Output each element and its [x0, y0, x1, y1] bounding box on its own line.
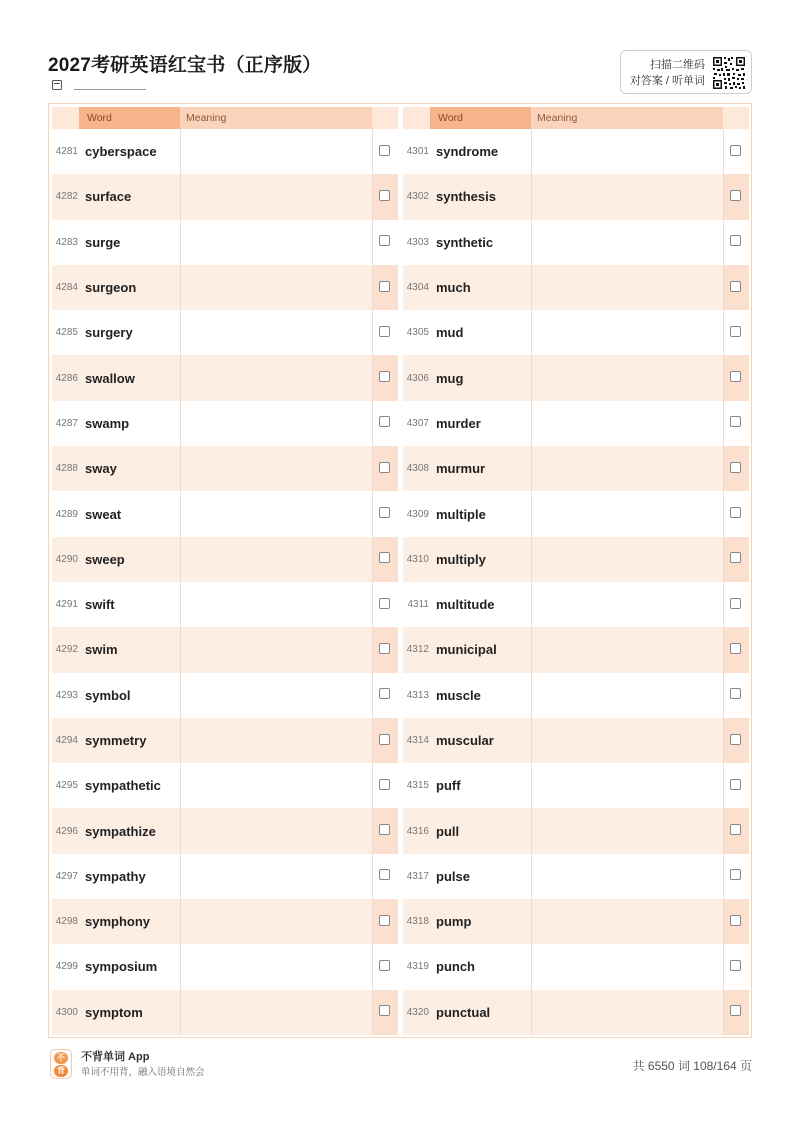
word-checkbox[interactable] — [379, 281, 390, 292]
meaning-cell[interactable] — [532, 174, 723, 219]
word-table — [48, 103, 752, 1038]
word-number: 4286 — [55, 372, 78, 384]
meaning-cell[interactable] — [181, 310, 372, 355]
meaning-cell[interactable] — [532, 401, 723, 446]
page-header — [48, 48, 752, 98]
table-row — [52, 446, 398, 491]
word-text: symmetry — [85, 733, 147, 748]
header-meaning: Meaning — [531, 107, 723, 129]
checkbox-cell — [373, 220, 398, 265]
meaning-cell[interactable] — [532, 763, 723, 808]
word-checkbox[interactable] — [379, 145, 390, 156]
table-row — [403, 990, 749, 1035]
table-row — [52, 718, 398, 763]
meaning-cell[interactable] — [532, 491, 723, 536]
table-row — [403, 627, 749, 672]
table-row — [52, 491, 398, 536]
word-number: 4281 — [55, 146, 78, 158]
meaning-cell[interactable] — [181, 129, 372, 174]
word-number: 4295 — [55, 780, 78, 792]
word-text: multiple — [436, 506, 486, 522]
meaning-cell[interactable] — [181, 401, 372, 446]
table-row — [52, 899, 398, 944]
meaning-cell[interactable] — [181, 582, 372, 627]
meaning-cell[interactable] — [181, 808, 372, 853]
word-checkbox[interactable] — [730, 552, 741, 563]
word-number: 4320 — [406, 1006, 429, 1018]
word-number: 4313 — [406, 689, 429, 701]
word-text: synthesis — [436, 189, 496, 205]
word-checkbox[interactable] — [730, 688, 741, 699]
calendar-icon — [52, 80, 62, 90]
checkbox-cell — [724, 808, 749, 853]
word-number: 4292 — [55, 644, 78, 656]
word-text: syndrome — [436, 144, 499, 160]
checkbox-cell — [724, 537, 749, 582]
table-row — [52, 129, 398, 174]
checkbox-cell — [724, 854, 749, 899]
word-checkbox[interactable] — [730, 190, 741, 201]
word-checkbox[interactable] — [379, 552, 390, 563]
word-number: 4301 — [406, 146, 429, 158]
checkbox-cell — [373, 174, 398, 219]
table-row — [52, 854, 398, 899]
checkbox-cell — [724, 763, 749, 808]
word-number: 4303 — [406, 236, 429, 248]
qr-line-1: 扫描二维码 — [650, 59, 705, 71]
meaning-cell[interactable] — [181, 944, 372, 989]
word-text: sympathize — [85, 823, 156, 839]
word-number: 4294 — [55, 735, 78, 746]
word-number: 4296 — [55, 825, 78, 837]
checkbox-cell — [724, 310, 749, 355]
table-row — [52, 763, 398, 808]
checkbox-cell — [373, 129, 398, 174]
word-checkbox[interactable] — [379, 869, 390, 880]
word-checkbox[interactable] — [379, 190, 390, 201]
word-text: puff — [436, 778, 461, 794]
table-header — [52, 107, 398, 129]
checkbox-cell — [724, 491, 749, 536]
word-number: 4312 — [406, 644, 429, 656]
word-text: sweat — [85, 506, 122, 522]
word-number: 4305 — [406, 327, 429, 339]
word-text: sympathetic — [85, 778, 161, 794]
meaning-cell[interactable] — [532, 627, 723, 672]
table-row — [52, 174, 398, 219]
meaning-cell[interactable] — [181, 718, 372, 763]
table-row — [403, 808, 749, 853]
app-name: 不背单词 App — [81, 1051, 150, 1063]
checkbox-cell — [373, 763, 398, 808]
meaning-cell[interactable] — [181, 899, 372, 944]
meaning-cell[interactable] — [532, 899, 723, 944]
word-checkbox[interactable] — [730, 779, 741, 790]
word-checkbox[interactable] — [730, 145, 741, 156]
word-number: 4310 — [406, 553, 429, 565]
checkbox-cell — [724, 582, 749, 627]
logo-bottom-char: 背 — [54, 1065, 68, 1077]
table-row — [403, 944, 749, 989]
checkbox-cell — [373, 355, 398, 400]
checkbox-cell — [373, 944, 398, 989]
checkbox-cell — [724, 401, 749, 446]
word-text: sympathy — [85, 868, 146, 884]
word-checkbox[interactable] — [379, 416, 390, 427]
checkbox-cell — [724, 220, 749, 265]
word-checkbox[interactable] — [730, 824, 741, 835]
word-checkbox[interactable] — [730, 643, 741, 654]
word-text: symphony — [85, 914, 151, 930]
table-row — [52, 808, 398, 853]
word-checkbox[interactable] — [379, 507, 390, 518]
table-row — [52, 355, 398, 400]
meaning-cell[interactable] — [181, 355, 372, 400]
word-number: 4300 — [55, 1006, 78, 1018]
checkbox-cell — [373, 582, 398, 627]
checkbox-cell — [724, 673, 749, 718]
checkbox-cell — [724, 265, 749, 310]
checkbox-cell — [724, 446, 749, 491]
word-number: 4306 — [406, 372, 429, 384]
meaning-cell[interactable] — [181, 854, 372, 899]
meaning-cell[interactable] — [532, 537, 723, 582]
word-number: 4314 — [406, 735, 429, 746]
word-checkbox[interactable] — [730, 598, 741, 609]
word-number: 4285 — [55, 327, 78, 339]
checkbox-cell — [373, 446, 398, 491]
word-text: muscle — [436, 687, 481, 703]
table-row — [52, 673, 398, 718]
meaning-cell[interactable] — [532, 990, 723, 1035]
checkbox-cell — [373, 310, 398, 355]
word-text: swamp — [85, 415, 130, 431]
word-number: 4284 — [55, 282, 78, 294]
meaning-cell[interactable] — [181, 763, 372, 808]
header-word: Word — [430, 107, 531, 129]
table-row — [403, 129, 749, 174]
table-row — [403, 537, 749, 582]
qr-caption — [630, 57, 705, 89]
word-text: multiply — [436, 551, 486, 567]
header-meaning: Meaning — [180, 107, 372, 129]
word-checkbox[interactable] — [379, 960, 390, 971]
checkbox-cell — [724, 355, 749, 400]
word-number: 4317 — [406, 870, 429, 882]
word-rows-left — [52, 129, 398, 1035]
word-text: municipal — [436, 642, 497, 658]
word-number: 4289 — [55, 508, 78, 520]
table-row — [52, 582, 398, 627]
checkbox-cell — [373, 265, 398, 310]
table-row — [403, 763, 749, 808]
meaning-cell[interactable] — [181, 265, 372, 310]
word-text: murmur — [436, 461, 486, 477]
table-row — [52, 627, 398, 672]
word-checkbox[interactable] — [379, 1005, 390, 1016]
word-text: muscular — [436, 733, 494, 748]
meaning-cell[interactable] — [532, 582, 723, 627]
word-checkbox[interactable] — [379, 824, 390, 835]
qr-panel[interactable] — [620, 50, 752, 94]
table-row — [403, 582, 749, 627]
table-row — [403, 265, 749, 310]
word-number: 4308 — [406, 463, 429, 475]
word-checkbox[interactable] — [379, 915, 390, 926]
word-text: pump — [436, 914, 472, 930]
word-number: 4304 — [406, 282, 429, 294]
word-number: 4298 — [55, 916, 78, 928]
word-checkbox[interactable] — [730, 235, 741, 246]
word-text: much — [436, 280, 471, 296]
meaning-cell[interactable] — [181, 220, 372, 265]
table-row — [403, 899, 749, 944]
word-text: punctual — [436, 1004, 491, 1020]
word-rows-right — [403, 129, 749, 1035]
word-number: 4316 — [406, 825, 429, 837]
header-number-cell — [403, 107, 430, 129]
meaning-cell[interactable] — [532, 808, 723, 853]
word-checkbox[interactable] — [730, 326, 741, 337]
word-text: cyberspace — [85, 144, 157, 160]
checkbox-cell — [724, 627, 749, 672]
header-number-cell — [52, 107, 79, 129]
word-text: surface — [85, 189, 132, 205]
word-text: pull — [436, 823, 460, 839]
word-number: 4307 — [406, 417, 429, 429]
meaning-cell[interactable] — [532, 129, 723, 174]
word-checkbox[interactable] — [730, 915, 741, 926]
meaning-cell[interactable] — [532, 446, 723, 491]
word-number: 4291 — [55, 599, 78, 611]
checkbox-cell — [724, 129, 749, 174]
table-row — [403, 401, 749, 446]
word-text: swim — [85, 642, 118, 658]
table-row — [52, 310, 398, 355]
table-row — [403, 174, 749, 219]
meaning-cell[interactable] — [181, 491, 372, 536]
table-header — [403, 107, 749, 129]
word-number: 4315 — [406, 780, 429, 792]
meaning-cell[interactable] — [532, 673, 723, 718]
word-checkbox[interactable] — [730, 462, 741, 473]
word-checkbox[interactable] — [379, 643, 390, 654]
word-checkbox[interactable] — [379, 235, 390, 246]
word-text: symptom — [85, 1004, 143, 1020]
word-checkbox[interactable] — [730, 869, 741, 880]
table-row — [52, 220, 398, 265]
word-checkbox[interactable] — [379, 779, 390, 790]
checkbox-cell — [373, 854, 398, 899]
checkbox-cell — [373, 718, 398, 763]
qr-code-icon[interactable] — [712, 56, 746, 90]
word-checkbox[interactable] — [379, 326, 390, 337]
checkbox-cell — [373, 673, 398, 718]
word-number: 4290 — [55, 553, 78, 565]
header-check-cell — [372, 107, 398, 129]
word-number: 4288 — [55, 463, 78, 475]
meaning-cell[interactable] — [532, 944, 723, 989]
table-row — [403, 355, 749, 400]
word-number: 4318 — [406, 916, 429, 928]
word-text: sweep — [85, 551, 125, 567]
word-column-right — [403, 107, 749, 1034]
word-text: surgery — [85, 325, 133, 341]
word-number: 4299 — [55, 961, 78, 973]
word-number: 4311 — [407, 599, 429, 611]
word-checkbox[interactable] — [730, 281, 741, 292]
meaning-cell[interactable] — [532, 220, 723, 265]
table-row — [403, 673, 749, 718]
word-checkbox[interactable] — [730, 960, 741, 971]
word-text: swift — [85, 597, 115, 613]
meaning-cell[interactable] — [532, 355, 723, 400]
checkbox-cell — [724, 990, 749, 1035]
word-text: surgeon — [85, 280, 137, 296]
date-input-line[interactable] — [74, 89, 146, 90]
table-row — [52, 401, 398, 446]
meaning-cell[interactable] — [181, 627, 372, 672]
meaning-cell[interactable] — [181, 990, 372, 1035]
page-info: 共 6550 词 108/164 页 — [632, 1059, 752, 1073]
word-checkbox[interactable] — [379, 598, 390, 609]
table-row — [52, 265, 398, 310]
word-checkbox[interactable] — [379, 462, 390, 473]
word-checkbox[interactable] — [730, 507, 741, 518]
meaning-cell[interactable] — [181, 446, 372, 491]
table-row — [403, 718, 749, 763]
word-text: surge — [85, 234, 121, 250]
word-checkbox[interactable] — [379, 371, 390, 382]
word-text: synthetic — [436, 234, 494, 250]
word-text: multitude — [436, 597, 495, 613]
word-text: sway — [85, 461, 117, 477]
word-text: symbol — [85, 687, 131, 703]
checkbox-cell — [724, 718, 749, 763]
checkbox-cell — [373, 537, 398, 582]
checkbox-cell — [373, 899, 398, 944]
checkbox-cell — [724, 899, 749, 944]
meaning-cell[interactable] — [532, 854, 723, 899]
checkbox-cell — [724, 944, 749, 989]
word-number: 4302 — [406, 191, 429, 203]
word-number: 4319 — [406, 961, 429, 973]
checkbox-cell — [373, 627, 398, 672]
meaning-cell[interactable] — [181, 537, 372, 582]
word-text: punch — [436, 959, 475, 975]
meaning-cell[interactable] — [532, 265, 723, 310]
table-row — [52, 537, 398, 582]
checkbox-cell — [373, 990, 398, 1035]
meaning-cell[interactable] — [181, 673, 372, 718]
word-text: mug — [436, 370, 464, 386]
word-column-left — [52, 107, 398, 1034]
page-footer — [48, 1048, 752, 1080]
meaning-cell[interactable] — [532, 310, 723, 355]
word-number: 4293 — [55, 689, 78, 701]
word-checkbox[interactable] — [379, 734, 390, 745]
app-slogan: 单词不用背，融入语境自然会 — [81, 1067, 205, 1078]
checkbox-cell — [373, 401, 398, 446]
table-row — [52, 990, 398, 1035]
word-text: murder — [436, 415, 481, 431]
word-checkbox[interactable] — [730, 371, 741, 382]
logo-top-char: 不 — [54, 1052, 68, 1064]
meaning-cell[interactable] — [181, 174, 372, 219]
word-number: 4297 — [55, 870, 78, 882]
word-checkbox[interactable] — [379, 688, 390, 699]
table-row — [403, 310, 749, 355]
page-title: 2027考研英语红宝书（正序版） — [48, 55, 322, 76]
meaning-cell[interactable] — [532, 718, 723, 763]
header-check-cell — [723, 107, 749, 129]
word-text: symposium — [85, 959, 158, 975]
checkbox-cell — [373, 808, 398, 853]
header-word: Word — [79, 107, 180, 129]
date-row — [52, 80, 146, 90]
word-checkbox[interactable] — [730, 1005, 741, 1016]
word-text: mud — [436, 325, 464, 341]
checkbox-cell — [724, 174, 749, 219]
table-row — [403, 446, 749, 491]
word-number: 4309 — [406, 508, 429, 520]
qr-line-2: 对答案 / 听单词 — [629, 75, 705, 87]
app-logo — [50, 1049, 72, 1079]
checkbox-cell — [373, 491, 398, 536]
word-text: swallow — [85, 370, 135, 386]
table-row — [403, 220, 749, 265]
word-number: 4282 — [55, 191, 78, 203]
word-checkbox[interactable] — [730, 734, 741, 745]
table-row — [403, 491, 749, 536]
word-checkbox[interactable] — [730, 416, 741, 427]
table-row — [403, 854, 749, 899]
word-number: 4283 — [55, 236, 78, 248]
table-row — [52, 944, 398, 989]
word-number: 4287 — [55, 417, 78, 429]
word-text: pulse — [436, 868, 470, 884]
